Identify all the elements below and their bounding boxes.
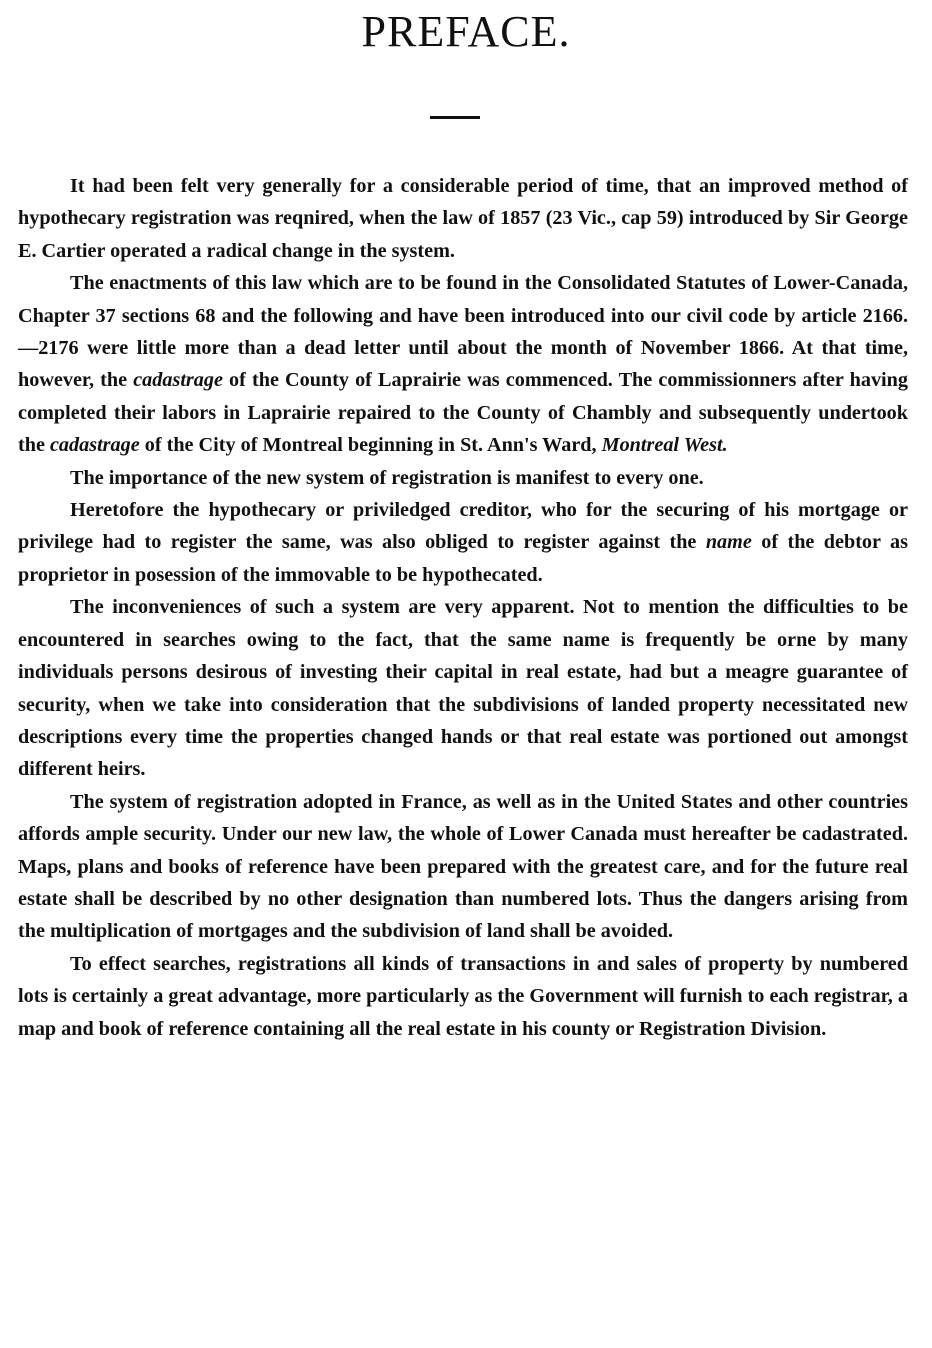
page-title: PREFACE. <box>361 7 571 56</box>
paragraph <box>18 170 908 267</box>
italic-text: Montreal West. <box>601 434 728 457</box>
paragraph-text: of the County of Laprairie was commenced. The commissionners after having completed their labors in Laprairie repaired to the County of Chambly and subsequently undertook the <box>18 369 908 457</box>
paragraph-text: The system of registration adopted in France, as well as in the United States and other countries affords ample security. Under our new law, the whole of Lower Canada must hereafter be cadastrated. Maps, plans and books of reference have been prepared with the greatest care, and for the future real estate shall be described by no other designation than numbered lots. Thus the dangers arising from the multiplication of mortgages and the subdivision of land shall be avoided. <box>18 790 908 943</box>
paragraph-text: The importance of the new system of registration is manifest to every one. <box>70 466 704 489</box>
italic-text: name <box>705 531 752 554</box>
paragraph-text: The enactments of this law which are to be found in the Consolidated Statutes of Lower-Canada, Chapter 37 sections 68 and the following and have been introduced into our civil code by article 2166.—2176 were little more than a dead letter until about the month of November 1866. At that time, however, the <box>18 272 908 392</box>
italic-text: cadastrage <box>133 369 223 392</box>
paragraph <box>18 948 908 1045</box>
paragraph <box>18 267 908 461</box>
paragraph <box>18 462 908 494</box>
title-divider <box>430 116 480 119</box>
paragraph-text: of the debtor as proprietor in posession of the immovable to be hypothecated. <box>18 531 908 586</box>
paragraph-text: of the City of Montreal beginning in St. Ann's Ward, <box>139 434 602 457</box>
italic-text: cadastrage <box>49 434 140 457</box>
paragraph-text: It had been felt very generally for a considerable period of time, that an improved method of hypothecary registration was reqnired, when the law of 1857 (23 Vic., cap 59) introduced by Sir George E. Cartier operated a radical change in the system. <box>18 175 908 262</box>
paragraph <box>18 591 908 785</box>
paragraph-text: To effect searches, registrations all kinds of transactions in and sales of property by numbered lots is certainly a great advantage, more particularly as the Government will furnish to each registrar, a map and book of reference containing all the real estate in his county or Registration Division. <box>18 952 908 1040</box>
paragraph-text: The inconveniences of such a system are very apparent. Not to mention the difficulties to be encountered in searches owing to the fact, that the same name is frequently be orne by many individuals persons desirous of investing their capital in real estate, had but a meagre guarantee of security, when we take into consideration that the subdivisions of landed property necessitated new descriptions every time the properties changed hands or that real estate was portioned out amongst different heirs. <box>18 596 908 781</box>
paragraph <box>18 786 908 948</box>
paragraph <box>18 494 908 591</box>
paragraph-text: Heretofore the hypothecary or priviledged creditor, who for the securing of his mortgage or privilege had to register the same, was also obliged to register against the <box>18 499 908 554</box>
preface-body <box>18 170 908 1045</box>
